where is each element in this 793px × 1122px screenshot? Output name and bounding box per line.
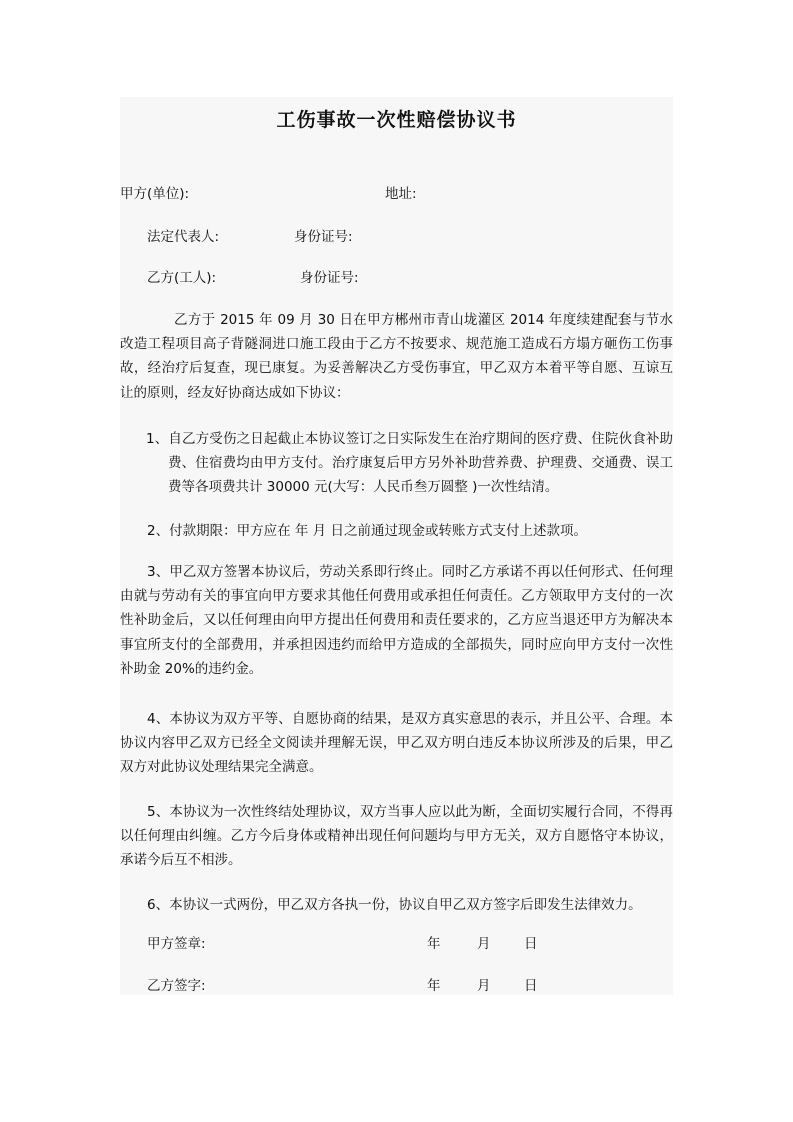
party-b-signature-label: 乙方签字: <box>147 978 206 994</box>
party-a-sign-day: 日 <box>524 936 538 952</box>
clause-4: 4、本协议为双方平等、自愿协商的结果，是双方真实意思的表示，并且公平、合理。本协议内容甲乙双方已经全文阅读并理解无误，甲乙双方明白违反本协议所涉及的后果，甲乙双方对此协议处理结果完全满意。 <box>120 711 673 776</box>
clause-6: 6、本协议一式两份，甲乙双方各执一份，协议自甲乙双方签字后即发生法律效力。 <box>147 897 642 913</box>
party-b-sign-day: 日 <box>524 978 538 994</box>
clause-5: 5、本协议为一次性终结处理协议，双方当事人应以此为断，全面切实履行合同，不得再以任何理由纠缠。乙方今后身体或精神出现任何问题均与甲方无关，双方自愿恪守本协议，承诺今后互不相涉。 <box>120 804 673 869</box>
intro-paragraph: 乙方于 2015 年 09 月 30 日在甲方郴州市青山垅灌区 2014 年度续建配套与节水改造工程项目高子背隧洞进口施工段由于乙方不按要求、规范施工造成石方塌方砸伤工伤事故，经治疗后复查，现已康复。为妥善解决乙方受伤事宜，甲乙双方本着平等自愿、互谅互让的原则，经友好协商达成如下协议： <box>120 312 673 401</box>
clause-1: 1、自乙方受伤之日起截止本协议签订之日实际发生在治疗期间的医疗费、住院伙食补助费、住宿费均由甲方支付。治疗康复后甲方另外补助营养费、护理费、交通费、误工费等各项费共计 30000 元(大写：人民币叁万圆整 )一次性结清。 <box>146 431 673 496</box>
party-a-sign-month: 月 <box>477 936 491 952</box>
party-b-label: 乙方(工人): <box>147 270 217 286</box>
party-b-sign-year: 年 <box>427 978 441 994</box>
legal-representative-label: 法定代表人: <box>147 229 220 245</box>
party-b-sign-month: 月 <box>477 978 491 994</box>
party-a-sign-year: 年 <box>427 936 441 952</box>
party-a-label: 甲方(单位): <box>120 186 190 202</box>
party-a-id-label: 身份证号: <box>294 229 353 245</box>
document-title: 工伤事故一次性赔偿协议书 <box>276 109 517 131</box>
document-page <box>120 97 673 995</box>
clause-2: 2、付款期限：甲方应在 年 月 日之前通过现金或转账方式支付上述款项。 <box>147 523 587 539</box>
party-a-address-label: 地址: <box>385 186 417 202</box>
party-a-signature-label: 甲方签章: <box>147 936 206 952</box>
clause-3: 3、甲乙双方签署本协议后，劳动关系即行终止。同时乙方承诺不再以任何形式、任何理由就与劳动有关的事宜向甲方要求其他任何费用或承担任何责任。乙方领取甲方支付的一次性补助金后，又以任何理由向甲方提出任何费用和责任要求的，乙方应当退还甲方为解决本事宜所支付的全部费用，并承担因违约而给甲方造成的全部损失，同时应向甲方支付一次性补助金 20%的违约金。 <box>120 564 673 677</box>
party-b-id-label: 身份证号: <box>300 270 359 286</box>
